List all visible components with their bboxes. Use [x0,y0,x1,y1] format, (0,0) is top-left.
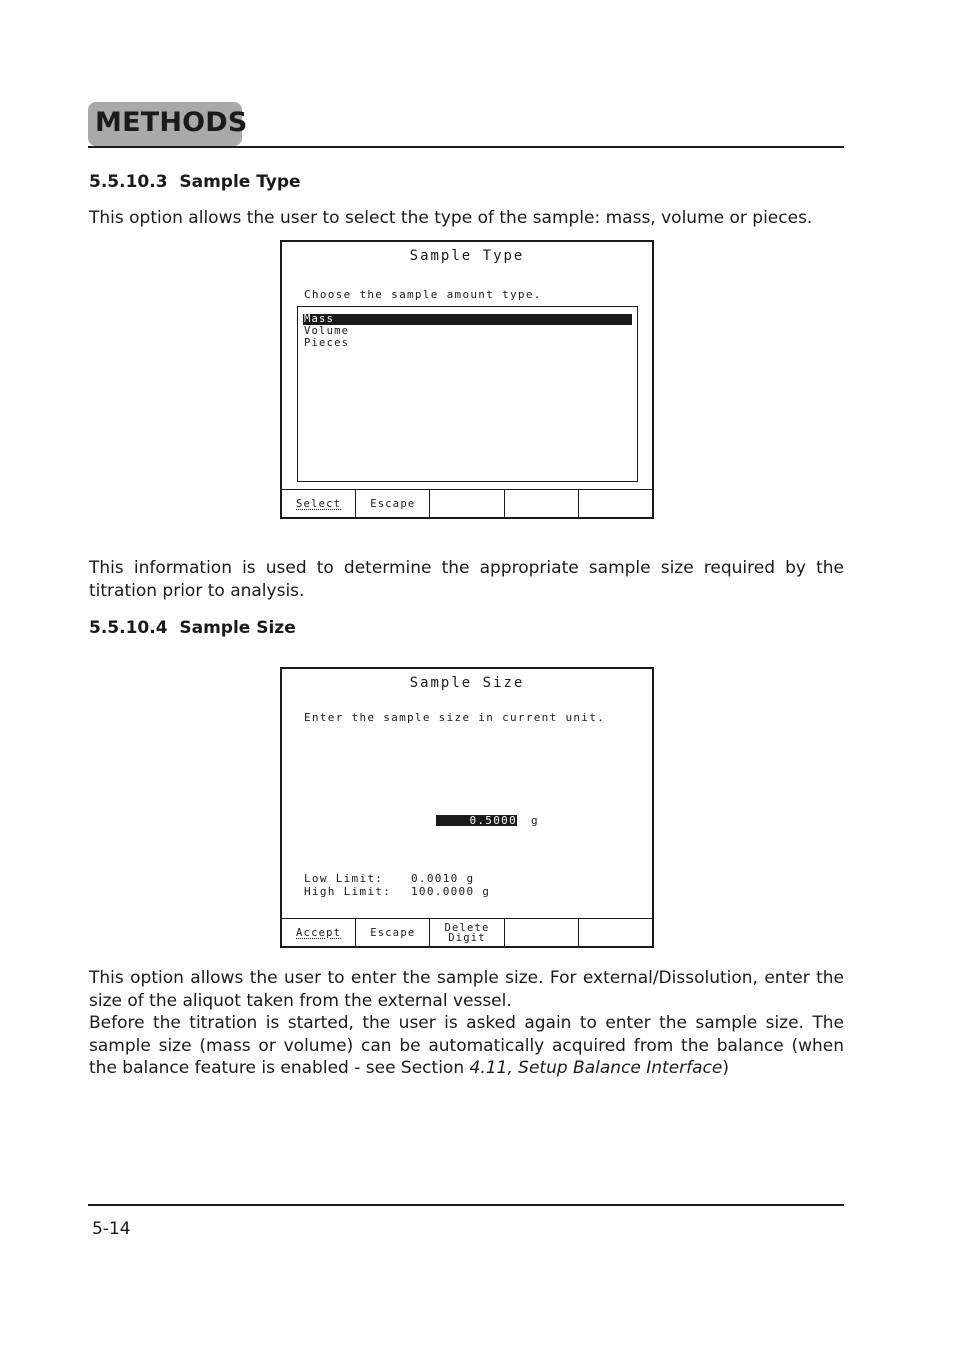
softkey-bar [282,918,652,946]
screen-title: Sample Type [409,248,525,264]
softkey-5[interactable] [579,490,652,517]
accept-button[interactable]: Accept [282,919,356,946]
high-limit-value: 100.0000 g [411,885,491,898]
sample-size-screen [280,667,654,948]
sample-size-para2: Before the titration is started, the user is asked again to enter the sample size. The sample size (mass or volume) can be automatically acquired from the balance (when the balance feature is enabled - see Section 4.11, Setup Balance Interface) [89,1013,844,1078]
list-item-mass[interactable]: Mass [303,314,632,325]
high-limit-label: High Limit: [304,885,392,898]
softkey-4[interactable] [505,919,579,946]
escape-button[interactable]: Escape [356,919,430,946]
sample-type-intro: This option allows the user to select the type of the sample: mass, volume or pieces. [89,208,813,228]
softkey-3[interactable] [430,490,504,517]
sample-type-list[interactable] [297,306,638,482]
page-number: 5-14 [92,1219,131,1239]
sample-size-input[interactable] [436,814,539,827]
sample-size-unit: g [530,814,539,827]
sample-type-after: This information is used to determine the appropriate sample size required by the titration prior to analysis. [89,558,844,601]
select-button[interactable]: Select [282,490,356,517]
escape-button[interactable]: Escape [356,490,430,517]
section-badge [88,102,248,146]
softkey-bar [282,489,652,517]
screen-title: Sample Size [409,675,525,691]
screen-prompt: Enter the sample size in current unit. [304,711,606,724]
softkey-5[interactable] [579,919,652,946]
low-limit-value: 0.0010 g [411,872,475,885]
list-item-volume[interactable]: Volume [304,325,350,337]
heading-sample-type: 5.5.10.3 Sample Type [89,172,301,192]
sample-size-para1: This option allows the user to enter the sample size. For external/Dissolution, enter the size of the aliquot taken from the external vessel. [89,968,844,1011]
list-item-pieces[interactable]: Pieces [304,337,350,349]
section-badge-label: METHODS [95,107,248,138]
sample-size-value[interactable]: 0.5000 [436,815,517,826]
header-rule [88,146,844,148]
low-limit-label: Low Limit: [304,872,384,885]
softkey-4[interactable] [505,490,579,517]
delete-digit-button[interactable]: Delete Digit [430,919,504,946]
sample-type-screen [280,240,654,519]
screen-prompt: Choose the sample amount type. [304,288,542,301]
section-reference: 4.11, Setup Balance Interface [469,1058,723,1078]
heading-sample-size: 5.5.10.4 Sample Size [89,618,296,638]
footer-rule [88,1204,844,1206]
